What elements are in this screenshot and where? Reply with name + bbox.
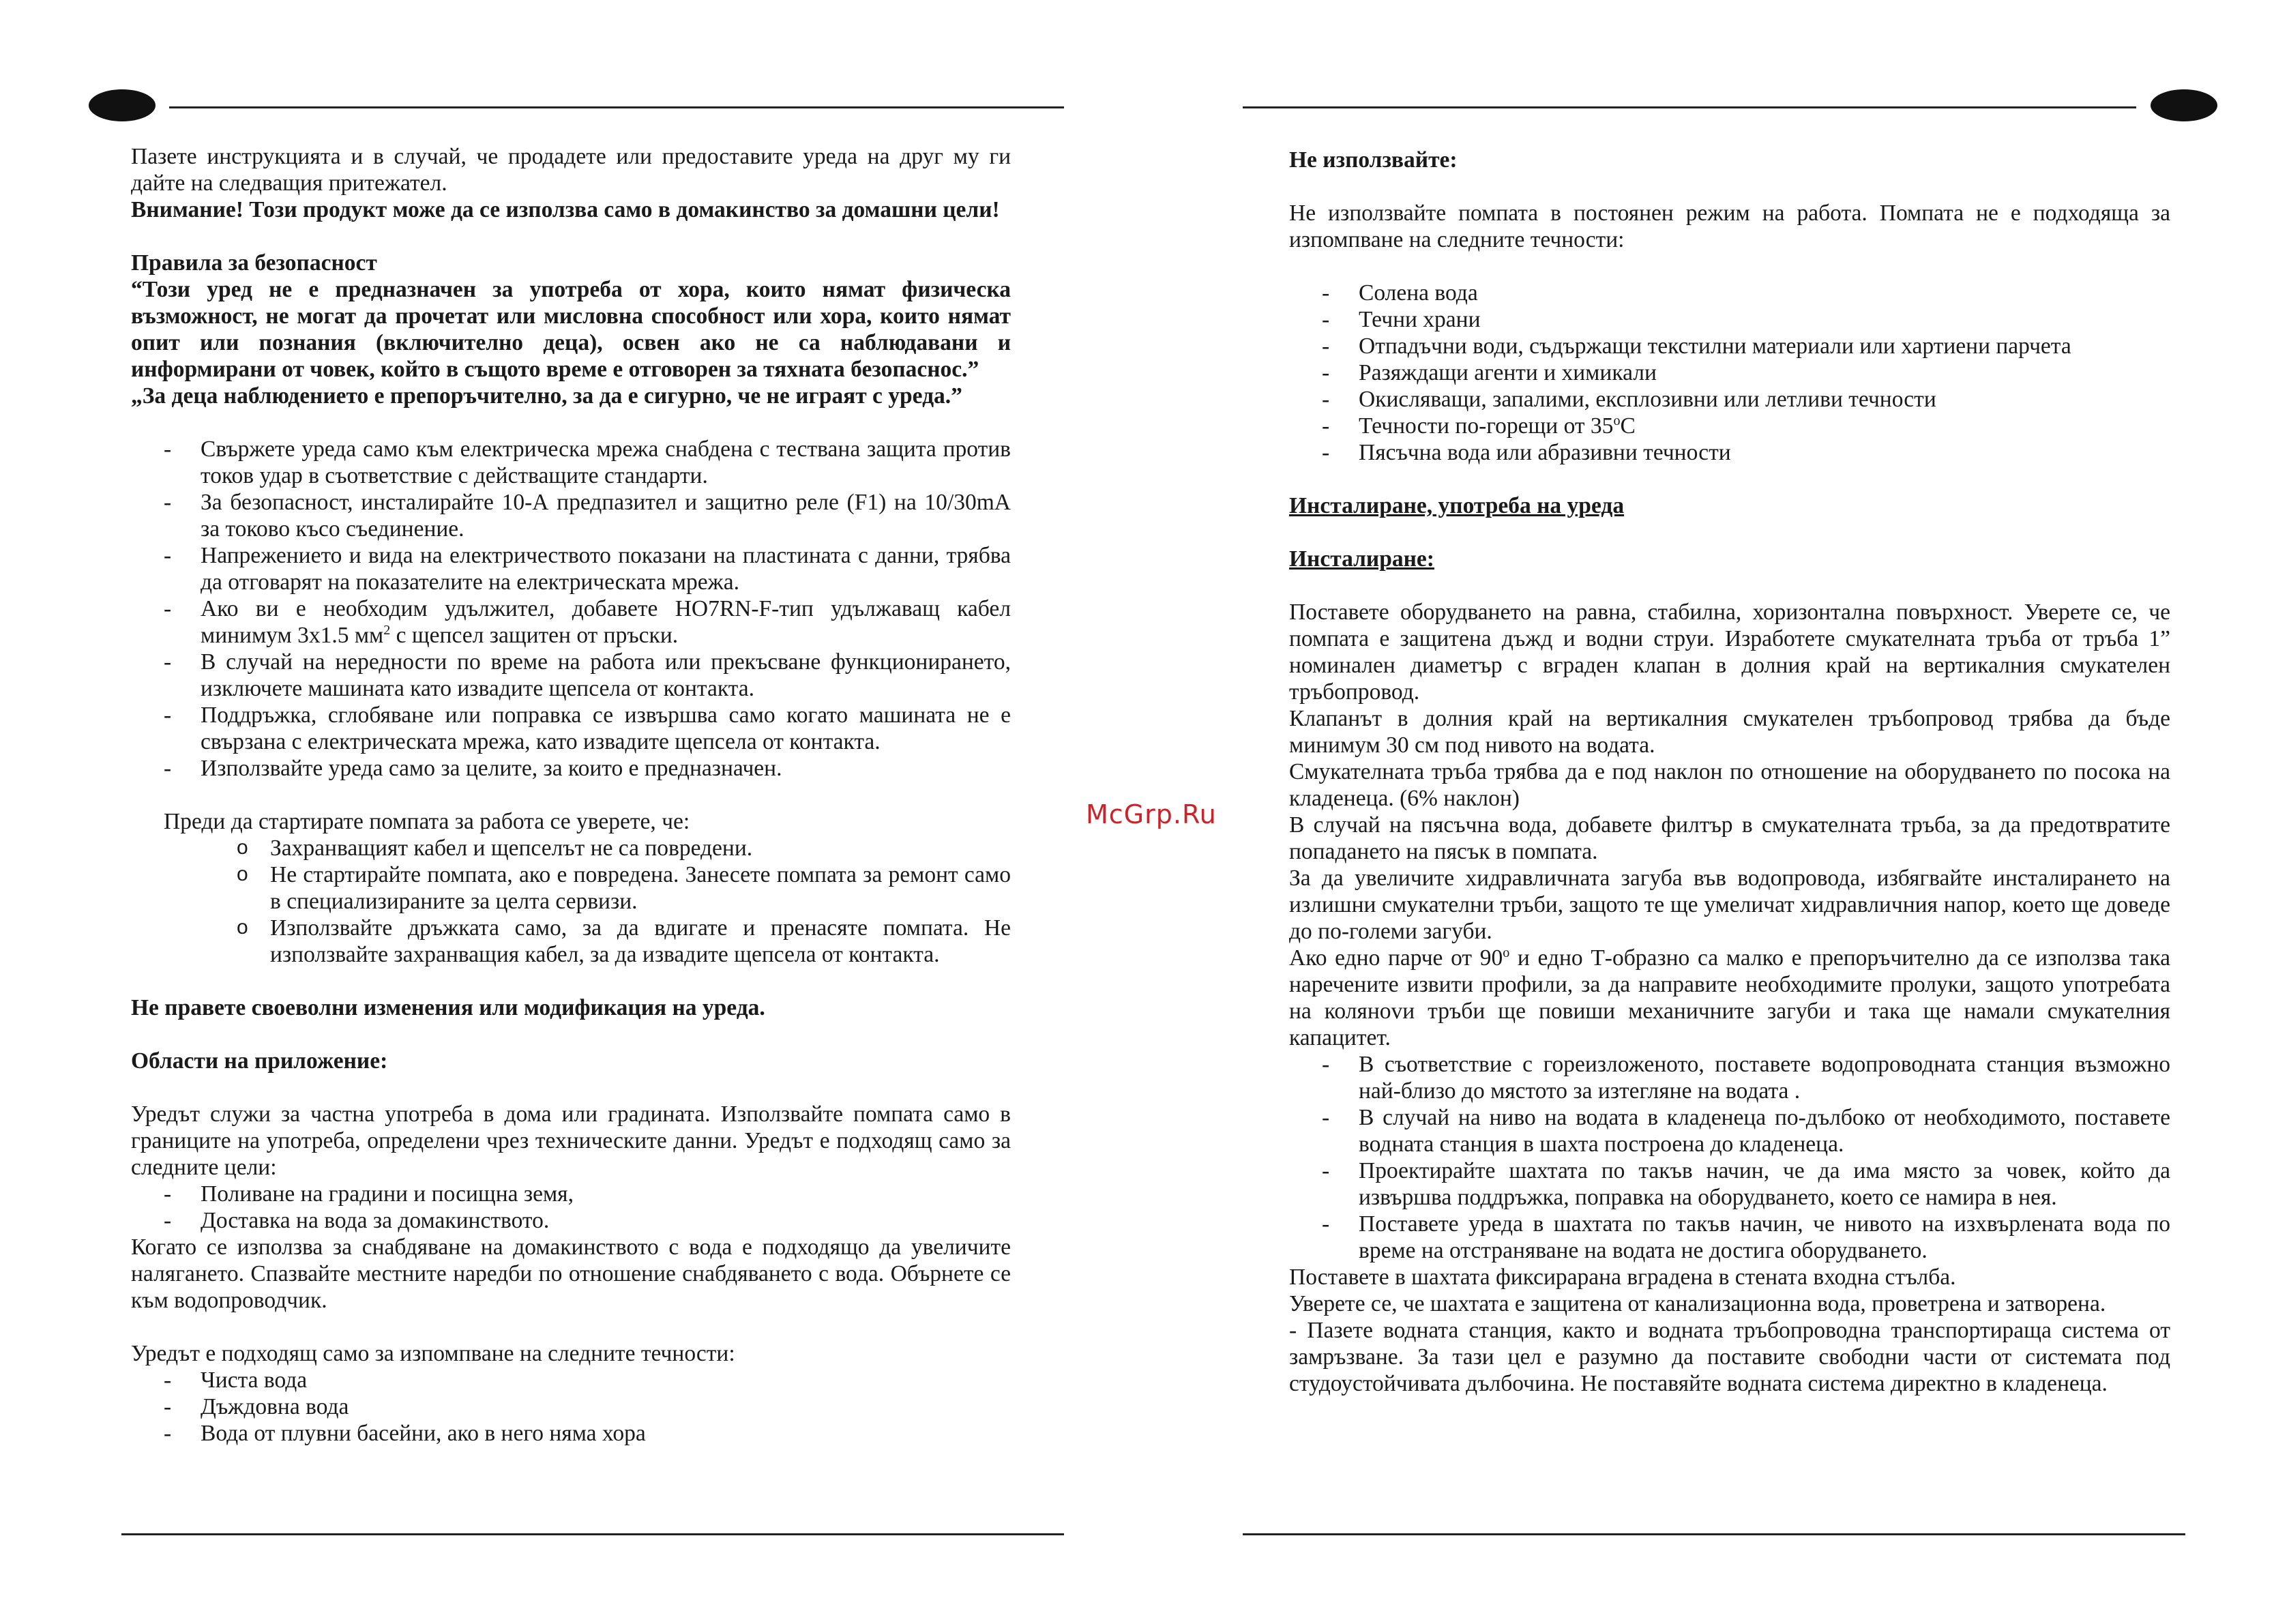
temp-unit: С <box>1620 413 1636 439</box>
list-item: - Проектирайте шахтата по такъв начин, че да има място за човек, който да извършва поддръжка, поправка на оборудването, което се намира в нея. <box>1289 1157 2170 1211</box>
station-list <box>1289 1051 2170 1264</box>
liquids-intro: Уредът е подходящ само за изпомпване на следните течности: <box>131 1341 735 1366</box>
cable-superscript: 2 <box>383 622 391 638</box>
header-rule <box>169 106 1064 108</box>
angle-paragraph <box>1289 945 2170 1051</box>
list-item: - В случай на нередности по време на работа или прекъсване функционирането, изключете машината като извадите щепсела от контакта. <box>131 649 1011 702</box>
cable-tail: с щепсел защитен от пръски. <box>390 623 679 648</box>
list-item: - Поставете уреда в шахтата по такъв начин, че нивото на изхвърлената вода по време на отстраняване на водата не достига оборудването. <box>1289 1211 2170 1264</box>
areas-title: Области на приложение: <box>131 1048 388 1074</box>
dont-use-title: Не използвайте: <box>1289 147 1458 173</box>
list-item: - Окисляващи, запалими, експлозивни или летливи течности <box>1289 386 2170 413</box>
right-page <box>1200 0 2289 1624</box>
list-item <box>1289 413 2170 439</box>
watermark: McGrp.Ru <box>1086 799 1217 829</box>
install-paragraph: В случай на пясъчна вода, добавете филтър в смукателната тръба, за да предотвратите попадането на пясък в помпата. <box>1289 812 2170 864</box>
safety-quote: “Този уред не е предназначен за употреба от хора, които нямат физическа възможност, не могат да прочетат или мисловна способност или хора, които нямат опит или познания (включително деца), освен ако не са наблюдавани и информирани от човек, който в същото време е отговорен за тяхната безопаснос.” <box>131 277 1011 382</box>
install-paragraph: Клапанът в долния край на вертикалния смукателен тръбопровод трябва да бъде минимум 30 см под нивото на водата. <box>1289 706 2170 758</box>
list-item: - В съответствие с гореизложеното, поставете водопроводната станция възможно най-близо до мястото за изтегляне на водата . <box>1289 1051 2170 1104</box>
cable-text: Ако ви е необходим удължител, добавете HO7RN-F-тип удължаващ кабел минимум 3x1.5 мм <box>201 596 1011 648</box>
dont-use-text: Не използвайте помпата в постоянен режим на работа. Помпата не е подходяща за изпомпване на следните течности: <box>1289 201 2170 252</box>
closing-paragraph: - Пазете водната станция, както и водната тръбопроводна транспортираща система от замръзване. За тази цел е разумно да поставите свободни части от системата под студоустойчивата дълбочина. Не поставяйте водната система директно в кладенеца. <box>1289 1318 2170 1396</box>
list-item: - Солена вода <box>1289 280 2170 306</box>
list-item: - Доставка на вода за домакинството. <box>131 1207 1011 1234</box>
safety-list <box>131 436 1011 782</box>
page-tab-marker <box>2151 89 2217 121</box>
list-item: - Чиста вода <box>131 1367 1011 1393</box>
closing-paragraph: Поставете в шахтата фиксирарана вградена в стената входна стълба. <box>1289 1265 1956 1290</box>
list-item: - Поливане на градини и посищна земя, <box>131 1181 1011 1207</box>
angle-superscript: о <box>1503 945 1510 960</box>
children-note: „За деца наблюдението е препоръчително, за да е сигурно, че не играят с уреда.” <box>131 383 962 409</box>
install-paragraph: За да увеличите хидравличната загуба във водопровода, избягвайте инсталирането на излишни смукателни тръби, защото те ще умеличат хидравличния напор, което ще доведе до по-големи загуби. <box>1289 866 2170 944</box>
check-list <box>131 835 1011 968</box>
dont-use-list <box>1289 280 2170 466</box>
liquids-list <box>131 1367 1011 1447</box>
temp-text: Течности по-горещи от 35 <box>1359 413 1614 439</box>
list-item: - Свържете уреда само към електрическа мрежа снабдена с тествана защита против токов удар в съответствие с действащите стандарти. <box>131 436 1011 489</box>
list-item: - Отпадъчни води, съдържащи текстилни материали или хартиени парчета <box>1289 333 2170 359</box>
list-item: o Използвайте дръжката само, за да вдигате и пренасяте помпата. Не използвайте захранващия кабел, за да извадите щепсела от контакта. <box>131 915 1011 968</box>
areas-list <box>131 1181 1011 1234</box>
angle-pre: Ако едно парче от 90 <box>1289 945 1503 971</box>
list-item: - Пясъчна вода или абразивни течности <box>1289 439 2170 466</box>
footer-rule <box>121 1533 1064 1535</box>
list-item: - В случай на ниво на водата в кладенеца по-дълбоко от необходимото, поставете водната станция в шахта построена до кладенеца. <box>1289 1104 2170 1157</box>
left-page <box>0 0 1105 1624</box>
angle-post: и едно Т-образно са малко е препоръчително да се използва така наречените извити профили, за да направите необходимите пролуки, защото употребата на коляноvи тръби ще повиши механичните загуби и така ще намали смукателния капацитет. <box>1289 945 2170 1050</box>
supply-text: Когато се използва за снабдяване на домакинството с вода е подходящо да увеличите налягането. Спазвайте местните наредби по отношение снабдяването с вода. Обърнете се към водопроводчик. <box>131 1235 1011 1313</box>
install-paragraph: Поставете оборудването на равна, стабилна, хоризонтална повърхност. Уверете се, че помпата е защитена дъжд и водни струи. Изработете смукателната тръба от тръба 1” номинален диаметър с вграден клапан в долния край на вертикалния смукателен тръбопровод. <box>1289 600 2170 705</box>
no-modifications-note: Не правете своеволни изменения или модификация на уреда. <box>131 995 765 1020</box>
closing-paragraph: Уверете се, че шахтата е защитена от канализационна вода, проветрена и затворена. <box>1289 1291 2106 1316</box>
install-paragraph: Смукателната тръба трябва да е под наклон по отношение на оборудването по посока на кладенеца. (6% наклон) <box>1289 759 2170 811</box>
safety-title: Правила за безопасност <box>131 250 377 276</box>
list-item: - Поддръжка, сглобяване или поправка се извършва само когато машината не е свързана с електрическата мрежа, като извадите щепсела от контакта. <box>131 702 1011 755</box>
list-item: - Напрежението и вида на електричеството показани на пластината с данни, трябва да отговарят на показателите на електрическата мрежа. <box>131 542 1011 595</box>
list-item: - Течни храни <box>1289 306 2170 333</box>
warning-text: Внимание! Този продукт може да се използва само в домакинство за домашни цели! <box>131 197 1000 222</box>
list-item: o Захранващият кабел и щепселът не са повредени. <box>131 835 1011 861</box>
list-item: o Не стартирайте помпата, ако е повредена. Занесете помпата за ремонт само в специализираните за целта сервизи. <box>131 861 1011 915</box>
header-rule <box>1243 106 2136 108</box>
list-item: - Дъждовна вода <box>131 1393 1011 1420</box>
list-item <box>131 595 1011 649</box>
before-start-text: Преди да стартирате помпата за работа се уверете, че: <box>164 809 690 834</box>
list-item: - Вода от плувни басейни, ако в него няма хора <box>131 1420 1011 1447</box>
list-item: - За безопасност, инсталирайте 10-А предпазител и защитно реле (F1) на 10/30mA за токово късо съединение. <box>131 489 1011 542</box>
list-item: - Използвайте уреда само за целите, за които е предназначен. <box>131 755 1011 782</box>
list-item: - Разяждащи агенти и химикали <box>1289 359 2170 386</box>
install-use-title: Инсталиране, употреба на уреда <box>1289 493 1625 518</box>
areas-text: Уредът служи за частна употреба в дома или градината. Използвайте помпата само в границите на употреба, определени чрез техническите данни. Уредът е подходящ само за следните цели: <box>131 1102 1011 1180</box>
page-tab-marker <box>89 89 156 121</box>
degree-superscript: о <box>1613 413 1621 428</box>
right-column <box>1289 147 2170 1397</box>
left-column <box>131 143 1011 1447</box>
install-title: Инсталиране: <box>1289 546 1434 572</box>
footer-rule <box>1243 1533 2185 1535</box>
intro-text: Пазете инструкцията и в случай, че продадете или предоставите уреда на друг му ги дайте на следващия притежател. <box>131 144 1011 196</box>
